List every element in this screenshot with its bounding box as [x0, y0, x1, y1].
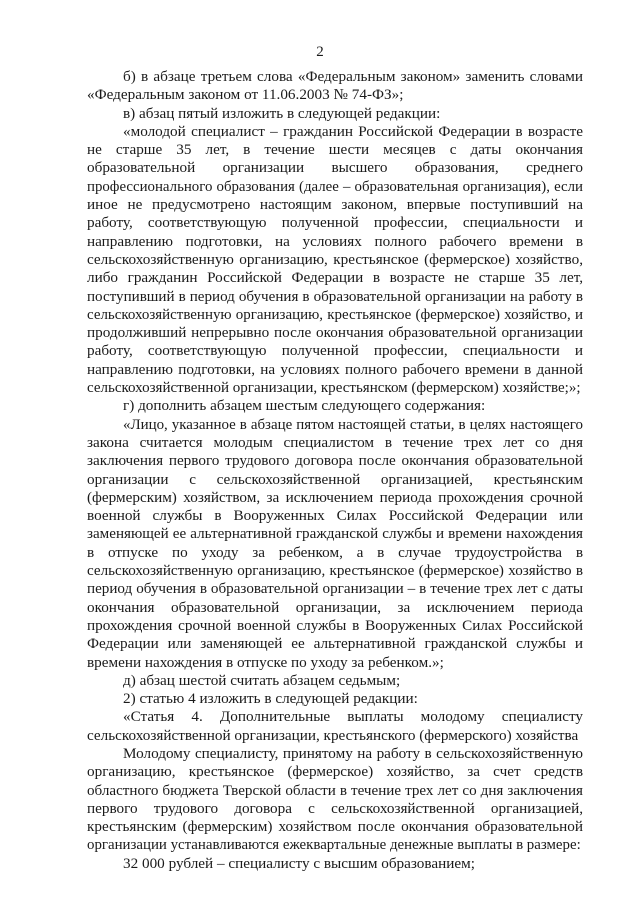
text-line: в отпуске по уходу за ребенком, а в случае трудоустройства в: [87, 543, 583, 561]
text-line: иное не предусмотрено настоящим законом, впервые поступивший на: [87, 196, 583, 214]
text-line: 2) статью 4 изложить в следующей редакции:: [123, 690, 418, 708]
text-line: (фермерским) хозяйством, за исключением периода прохождения срочной: [87, 488, 583, 506]
text-line: образовательной организации высшего образования, среднего: [87, 159, 583, 177]
text-line: «Федеральным законом от 11.06.2003 № 74-ФЗ»;: [87, 86, 404, 104]
text-line: сельскохозяйственной организации, крестьянского (фермерского) хозяйства: [87, 726, 579, 744]
text-line: направлению подготовки, на условиях полного рабочего времени в: [87, 232, 583, 250]
text-line: окончания образовательной организации, за исключением периода: [87, 598, 583, 616]
text-line: «Статья 4. Дополнительные выплаты молодому специалисту: [123, 708, 583, 726]
text-line: заключения первого трудового договора после окончания образовательной: [87, 452, 583, 470]
text-line: д) абзац шестой считать абзацем седьмым;: [123, 671, 401, 689]
text-line: г) дополнить абзацем шестым следующего содержания:: [123, 397, 486, 415]
text-line: крестьянским (фермерским) хозяйством после окончания образовательной: [87, 818, 583, 836]
document-body-text: [87, 68, 583, 873]
text-line: «молодой специалист – гражданин Российской Федерации в возрасте: [123, 122, 583, 140]
text-line: «Лицо, указанное в абзаце пятом настоящей статьи, в целях настоящего: [123, 416, 583, 433]
text-line: не старше 35 лет, в течение шести месяцев с даты окончания: [87, 141, 583, 159]
text-line: профессионального образования (далее – образовательная организация), если: [87, 178, 583, 195]
text-line: направлению подготовки, на условиях полного рабочего времени в данной: [87, 360, 583, 378]
text-line: сельскохозяйственной организации, крестьянском (фермерском) хозяйстве;»;: [87, 380, 581, 397]
text-line: закона считается молодым специалистом в течение трех лет со дня: [87, 433, 583, 451]
text-line: Молодому специалисту, принятому на работу в сельскохозяйственную: [123, 744, 583, 762]
text-line: сельскохозяйственную организацию, крестьянское (фермерское) хозяйство,: [87, 250, 583, 268]
text-line: сельскохозяйственную организацию, крестьянское (фермерское) хозяйство в: [87, 563, 583, 580]
text-line: заменяющей ее альтернативной гражданской службы и времени нахождения: [87, 526, 583, 543]
text-line: Федерации или заменяющей ее альтернативной гражданской службы и: [87, 635, 583, 653]
text-line: 32 000 рублей – специалисту с высшим образованием;: [123, 854, 475, 872]
text-line: организации устанавливаются ежеквартальные денежные выплаты в размере:: [87, 837, 581, 854]
text-line: организации с сельскохозяйственной организацией, крестьянским: [87, 470, 583, 488]
text-line: прохождения срочной военной службы в Вооруженных Силах Российской: [87, 616, 583, 634]
page-number: 2: [316, 44, 324, 60]
text-line: б) в абзаце третьем слова «Федеральным законом» заменить словами: [123, 68, 583, 85]
text-line: продолживший непрерывно после окончания образовательной организации: [87, 324, 583, 342]
text-line: сельскохозяйственную организацию, крестьянское (фермерское) хозяйство, и: [87, 306, 583, 323]
text-line: военной службы в Вооруженных Силах Российской Федерации или: [87, 507, 583, 525]
text-line: первого трудового договора с сельскохозяйственной организацией,: [87, 799, 583, 817]
text-line: поступивший в период обучения в образовательной организации на работу в: [87, 288, 583, 305]
text-line: организацию, крестьянское (фермерское) хозяйство, за счет средств: [87, 763, 583, 781]
text-line: период обучения в образовательной организации – в течение трех лет с даты: [87, 581, 583, 598]
text-line: времени нахождения в отпуске по уходу за ребенком.»;: [87, 653, 444, 671]
text-line: в) абзац пятый изложить в следующей редакции:: [123, 104, 441, 122]
text-line: областного бюджета Тверской области в течение трех лет со дня заключения: [87, 782, 583, 799]
text-line: либо гражданин Российской Федерации в возрасте не старше 35 лет,: [87, 269, 583, 287]
text-line: работу, соответствующую полученной профессии, специальности и: [87, 214, 583, 232]
text-line: работу, соответствующую полученной профессии, специальности и: [87, 342, 583, 360]
